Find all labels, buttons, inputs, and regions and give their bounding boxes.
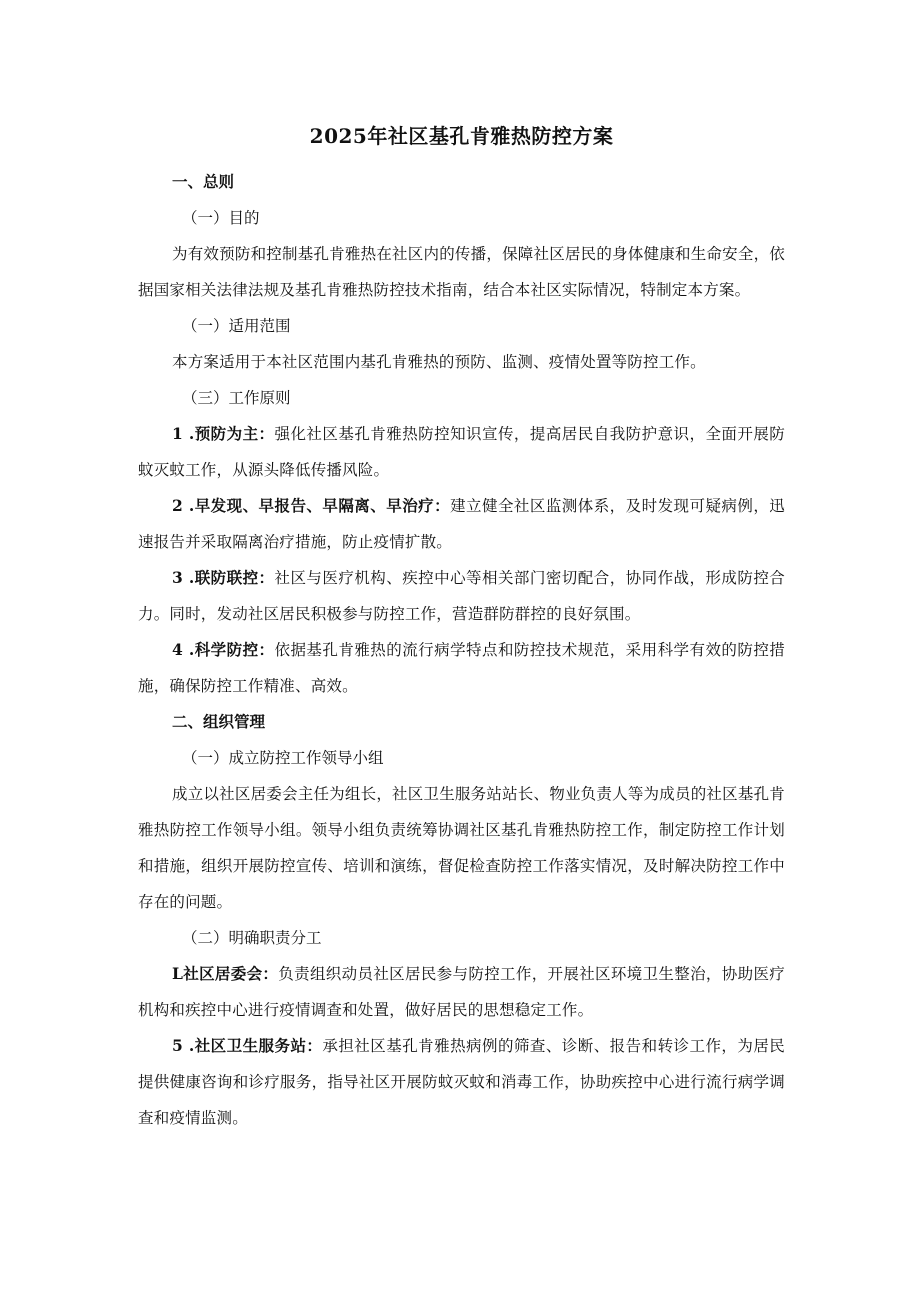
principle-item — [138, 416, 785, 488]
principle-label: 4 .科学防控： — [172, 640, 275, 659]
principle-item — [138, 632, 785, 704]
paragraph-purpose: 为有效预防和控制基孔肯雅热在社区内的传播，保障社区居民的身体健康和生命安全，依据国家相关法律法规及基孔肯雅热防控技术指南，结合本社区实际情况，特制定本方案。 — [138, 245, 785, 299]
principle-text: 建立健全社区监测体系，及时发现可疑病例，迅速报告并采取隔离治疗措施，防止疫情扩散。 — [138, 497, 785, 551]
paragraph-scope: 本方案适用于本社区范围内基孔肯雅热的预防、监测、疫情处置等防控工作。 — [172, 353, 706, 371]
document-title: 2025年社区基孔肯雅热防控方案 — [309, 124, 614, 148]
principle-label: 1 .预防为主： — [172, 424, 275, 443]
duty-item — [138, 956, 785, 1028]
principle-text: 强化社区基孔肯雅热防控知识宣传，提高居民自我防护意识，全面开展防蚊灭蚊工作，从源头降低传播风险。 — [138, 425, 785, 479]
paragraph-leadership-group: 成立以社区居委会主任为组长，社区卫生服务站站长、物业负责人等为成员的社区基孔肯雅热防控工作领导小组。领导小组负责统筹协调社区基孔肯雅热防控工作，制定防控工作计划和措施，组织开展防控宣传、培训和演练，督促检查防控工作落实情况，及时解决防控工作中存在的问题。 — [138, 785, 785, 911]
duty-label: 5 .社区卫生服务站： — [172, 1036, 323, 1055]
subheading-principles: （三）工作原则 — [182, 389, 291, 407]
principle-item — [138, 560, 785, 632]
principle-text: 社区与医疗机构、疾控中心等相关部门密切配合，协同作战，形成防控合力。同时，发动社区居民积极参与防控工作，营造群防群控的良好氛围。 — [138, 569, 785, 623]
subheading-scope: （一）适用范围 — [182, 317, 291, 335]
duty-item — [138, 1028, 785, 1136]
principle-label: 2 .早发现、早报告、早隔离、早治疗： — [172, 496, 451, 515]
subheading-leadership-group: （一）成立防控工作领导小组 — [182, 749, 384, 767]
principle-text: 依据基孔肯雅热的流行病学特点和防控技术规范，采用科学有效的防控措施，确保防控工作精准、高效。 — [138, 641, 785, 695]
section-heading-organization: 二、组织管理 — [172, 712, 266, 731]
duty-text: 承担社区基孔肯雅热病例的筛查、诊断、报告和转诊工作，为居民提供健康咨询和诊疗服务，指导社区开展防蚊灭蚊和消毒工作，协助疾控中心进行流行病学调查和疫情监测。 — [138, 1037, 785, 1127]
section-heading-general: 一、总则 — [172, 172, 235, 191]
duty-text: 负责组织动员社区居民参与防控工作，开展社区环境卫生整治，协助医疗机构和疾控中心进行疫情调查和处置，做好居民的思想稳定工作。 — [138, 965, 785, 1019]
subheading-purpose: （一）目的 — [182, 209, 260, 227]
principle-label: 3 .联防联控： — [172, 568, 275, 587]
subheading-duties: （二）明确职责分工 — [182, 929, 322, 947]
principle-item — [138, 488, 785, 560]
duty-label: L社区居委会： — [172, 964, 279, 983]
